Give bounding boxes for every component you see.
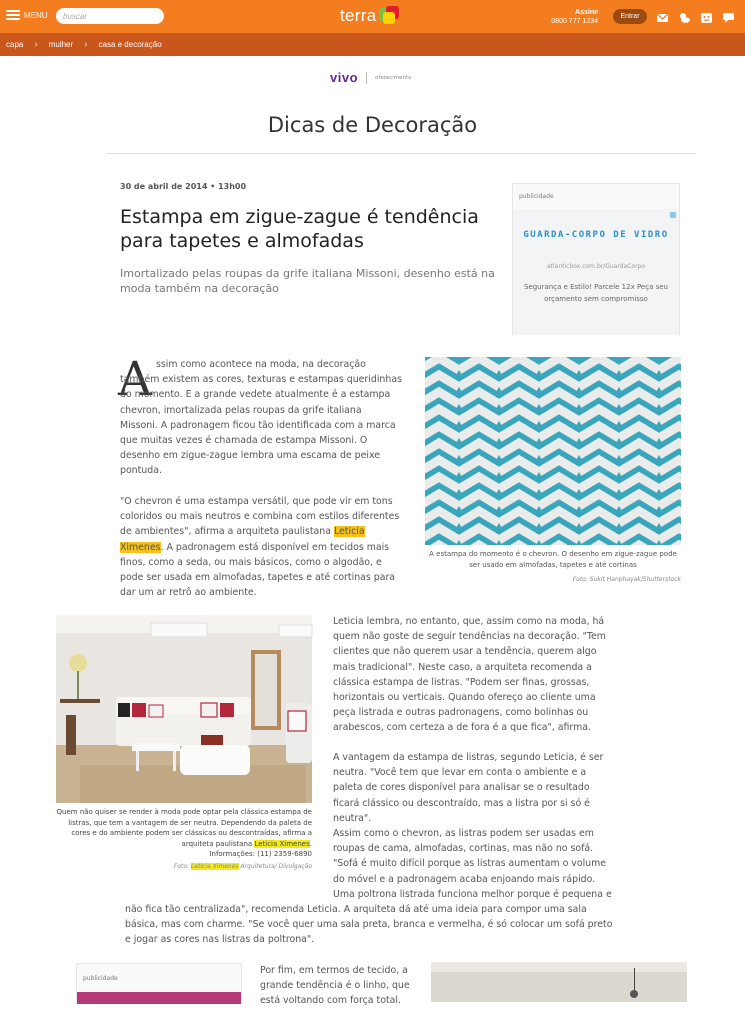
ad-label: publicidade [519,193,554,200]
caption-text: Quem não quiser se render à moda pode optar pela clássica estampa de listras, que tem a vantagem de ser neutra. Dependendo da paleta de cores e do ambiente podem ser clássicas ou descontraídas, afirma a arquiteta paulistana [56,808,312,848]
breadcrumb [0,33,745,56]
paragraph-text: "O chevron é uma estampa versátil, que pode vir em tons coloridos ou mais neutros e combina com estilos diferentes de ambientes", afirma a arquiteta paulistana [120,496,400,538]
credit-text: Foto: [173,862,191,870]
menu-label: MENU [24,10,48,20]
search-input[interactable] [56,8,164,24]
mail-icon[interactable] [656,9,669,22]
weather-icon[interactable] [678,9,691,22]
logo-text: terra [340,6,377,25]
paragraph [120,494,402,600]
photo-credit: Foto: Sukit Hanphayak/Shutterstock [572,576,681,583]
menu-button[interactable] [6,10,48,20]
paragraph: Leticia lembra, no entanto, que, assim como na moda, há quem não goste de seguir tendências na decoração. "Tem clientes que não querem usar a tendência, querem algo mais tradicional". Neste caso, a arquiteta recomenda a clássica estampa de listras. "Podem ser finas, grossas, horizontais ou verticais. Quando ofereço ao cliente uma peça listrada e outras padronagens, como bolinhas ou arabescos, com certeza a de fora é a que fica", afirma. [333,616,606,734]
chevron-right-icon: › [84,39,88,50]
paragraph: ssim como acontece na moda, na decoração também existem as cores, texturas e estampas queridinhas do momento. E a grande vedete atualmente é a estampa chevron, imortalizada pelas roupas da grife italiana Missoni. A padronagem ficou tão identificada com a marca que muitas vezes é chamada de estampa Missoni. O desenho em zigue-zague lembra uma escama de peixe pontuda. [120,359,402,477]
architect-link[interactable]: Leticia Ximenes [120,526,365,553]
photo-caption: Quem não quiser se render à moda pode optar pela clássica estampa de listras, que tem a vantagem de ser neutra. Dependendo da paleta de cores e do ambiente podem ser clássicas ou descontraídas, afirma a arquiteta paulistana Leticia Ximenes. Informações: (11) 2359-6890 Foto: Leticia Ximenes Arquitetura/ Divulgação [56,807,312,872]
adchoices-icon[interactable] [670,212,676,218]
sponsor-banner[interactable] [330,70,412,85]
ad-content[interactable] [77,992,241,1004]
terra-logo[interactable] [340,6,401,26]
paragraph: Por fim, em termos de tecido, a grande tendência é o linho, que está voltando com força total. [260,965,410,1007]
breadcrumb-item[interactable]: capa [6,40,24,49]
top-bar [0,0,745,33]
interior-photo[interactable] [431,962,687,1002]
section-title: Dicas de Decoração [267,113,478,137]
paragraph-text: . A padronagem está disponível em tecidos mais finos, como a seda, ou mais básicos, como o algodão, e pode ser usada em almofadas, tapetes e até cortinas para dar um ar retrô ao ambiente. [120,541,396,599]
article-subtitle: Imortalizado pelas roupas da grife italiana Missoni, desenho está na moda também na decoração [120,267,495,295]
face-icon[interactable] [700,9,713,22]
ad-copy: Segurança e Estilo! Parcele 12x Peça seu orçamento sem compromisso [523,283,668,303]
login-button[interactable]: Entrar [613,9,647,24]
paragraph: A vantagem da estampa de listras, segundo Leticia, é ser neutra. "Você tem que levar em conta o ambiente e a paleta de cores disponível para analisar se o resultado ficará clássico ou descontraído, mas a listra por si só é neutra". [333,752,604,824]
photo-caption [425,549,681,585]
subscribe-link[interactable] [540,8,598,26]
ad-title[interactable]: GUARDA-CORPO DE VIDRO [523,230,669,240]
architect-link[interactable]: Leticia Ximenes [190,862,239,870]
article-headline: Estampa em zigue-zague é tendência para tapetes e almofadas [120,206,479,252]
ad-url[interactable]: atlanticbox.com.br/GuardaCorpo [546,263,646,270]
ad-label: publicidade [83,975,118,982]
credit-text: Arquitetura/ Divulgação [238,862,312,870]
subscribe-label: Assine [575,9,598,16]
living-room-photo[interactable] [56,615,312,803]
caption-text: A estampa do momento é o chevron. O desenho em zigue-zague pode ser usado em almofadas, tapetes e até cortinas [429,550,677,569]
ad-box[interactable] [512,183,680,335]
divider [106,153,696,154]
paragraph: Assim como o chevron, as listras podem ser usadas em roupas de cama, almofadas, cortinas, mas não no sofá. "Sofá é muito difícil porque as listras aumentam o volume do móvel e a padronagem acaba enjoando mais rápido. Uma poltrona listrada funciona melhor porque é pequena e [333,828,612,900]
caption-info: Informações: (11) 2359-6890 [209,850,312,858]
subscribe-phone: 0800 777 1234 [551,18,598,25]
paragraph: não fica tão centralizada", recomenda Leticia. A arquiteta dá até uma ideia para compor uma sala básica, mas com charme. "Se você quer uma sala preta, branca e vermelha, é só colocar um sofá preto e jogar as cores nas listras da poltrona". [125,904,613,946]
logo-mark-icon [379,6,401,26]
chat-icon[interactable] [722,9,735,22]
sponsor-label: oferecimento [375,74,412,81]
architect-link[interactable]: Leticia Ximenes [254,839,310,848]
breadcrumb-item[interactable]: casa e decoração [98,40,162,49]
chevron-pattern-photo[interactable] [425,357,681,545]
photo-credit [56,862,312,873]
vivo-logo: vivo [330,70,359,85]
drop-cap: A [118,352,152,407]
hamburger-icon [6,10,20,20]
article-date: 30 de abril de 2014 • 13h00 [120,182,247,191]
chevron-right-icon: › [34,39,38,50]
ad-box[interactable] [76,963,242,1003]
breadcrumb-item[interactable]: mulher [48,40,74,49]
divider [366,72,367,84]
